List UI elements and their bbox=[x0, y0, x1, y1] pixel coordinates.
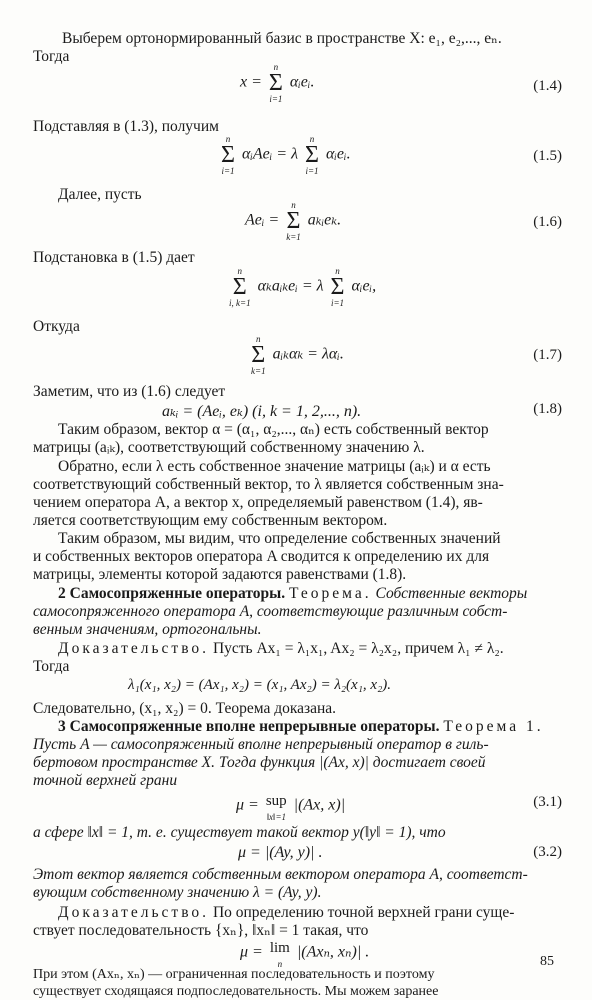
sum-symbol bbox=[286, 200, 301, 242]
theorem-text: точной верхней грани bbox=[33, 772, 178, 789]
eq-part: αᵢeᵢ, bbox=[351, 277, 377, 295]
eq-part: αᵢeᵢ. bbox=[289, 73, 315, 91]
equation-limit bbox=[240, 937, 369, 969]
eq-part: aₖᵢeₖ. bbox=[307, 211, 342, 229]
section-3-line bbox=[58, 718, 544, 736]
sigma: Σ bbox=[286, 208, 301, 234]
sum-upper: n bbox=[291, 200, 296, 210]
sum-upper: n bbox=[273, 62, 279, 72]
text-line: Подставляя в (1.3), получим bbox=[33, 118, 219, 135]
eq-part: μ = bbox=[240, 943, 263, 961]
eq-part: αₖaᵢₖeᵢ = λ bbox=[257, 277, 324, 295]
equation-number: (1.7) bbox=[533, 347, 562, 363]
sup-operator bbox=[266, 790, 287, 822]
text-line: Выберем ортонормированный базис в пространстве X: e₁, e₂,..., eₙ. bbox=[62, 30, 502, 47]
equation-1-6 bbox=[245, 200, 341, 242]
text-line: матрицы, элементы которой задаются равенствами (1.8). bbox=[33, 566, 407, 583]
text-line: Следовательно, (x₁, x₂) = 0. Теорема доказана. bbox=[33, 700, 337, 717]
eq-part: aᵢₖαₖ = λαᵢ. bbox=[272, 345, 344, 363]
proof-line bbox=[58, 904, 514, 922]
eq-part: |(Axₙ, xₙ)| . bbox=[296, 943, 370, 961]
sigma: Σ bbox=[221, 142, 235, 168]
sup-subscript: ‖x‖=1 bbox=[266, 812, 287, 822]
sum-upper: n bbox=[256, 334, 261, 344]
text-line: ляется соответствующим ему собственным вектором. bbox=[33, 512, 388, 529]
equation-number: (1.5) bbox=[533, 148, 562, 164]
equation-3-1 bbox=[236, 790, 345, 822]
equation-3-2: μ = |(Ay, y)| . bbox=[238, 844, 323, 861]
equation-number: (3.1) bbox=[533, 794, 562, 810]
eq-part: μ = bbox=[236, 796, 259, 814]
proof-text: По определению точной верхней грани суще- bbox=[212, 904, 515, 921]
theorem-text: венным значениям, ортогональны. bbox=[33, 621, 262, 638]
text-line: Таким образом, вектор α = (α₁, α₂,..., αₙ) есть собственный вектор bbox=[58, 421, 489, 438]
text-line: Далее, пусть bbox=[58, 186, 142, 203]
equation-number: (1.4) bbox=[533, 78, 562, 94]
sigma: Σ bbox=[305, 142, 319, 168]
theorem-text: самосопряженного оператора A, соответствующие различным собст- bbox=[33, 603, 508, 620]
eq-part: x = bbox=[240, 73, 262, 91]
theorem-text: Собственные векторы bbox=[375, 585, 528, 602]
equation-substitution bbox=[226, 266, 376, 308]
sum-lower: i=1 bbox=[221, 166, 235, 176]
theorem-text: бертовом пространстве X. Тогда функция |(Ax, x)| достигает своей bbox=[33, 754, 486, 771]
sum-upper: n bbox=[237, 266, 243, 276]
section-heading: 2 Самосопряженные операторы. bbox=[58, 585, 286, 602]
equation-1-7 bbox=[248, 334, 344, 376]
text-line: Таким образом, мы видим, что определение собственных значений bbox=[58, 530, 501, 547]
sum-upper: n bbox=[335, 266, 340, 276]
proof-line bbox=[58, 640, 504, 658]
sum-lower: i=1 bbox=[269, 94, 283, 104]
section-2-line bbox=[58, 585, 527, 603]
sigma: Σ bbox=[232, 274, 247, 300]
equation-number: (3.2) bbox=[533, 844, 562, 860]
sum-upper: n bbox=[309, 134, 315, 144]
theorem-text: вующим собственному значению λ = (Ay, y). bbox=[33, 884, 322, 901]
sum-lower: i=1 bbox=[305, 166, 319, 176]
text-line: Заметим, что из (1.6) следует bbox=[33, 383, 226, 400]
theorem-label: Теорема. bbox=[289, 585, 372, 602]
equation-proof: λ₁(x₁, x₂) = (Ax₁, x₂) = (x₁, Ax₂) = λ₂(x₁, x₂). bbox=[128, 677, 392, 693]
page-number: 85 bbox=[540, 954, 554, 969]
section-heading: 3 Самосопряженные вполне непрерывные операторы. bbox=[58, 718, 440, 735]
sigma: Σ bbox=[251, 342, 266, 368]
sum-symbol bbox=[221, 134, 235, 176]
equation-number: (1.6) bbox=[533, 214, 562, 230]
proof-label: Доказательство. bbox=[58, 640, 210, 657]
text-line: Обратно, если λ есть собственное значение матрицы (aᵢₖ) и α есть bbox=[58, 458, 491, 475]
sum-symbol bbox=[305, 134, 319, 176]
sum-lower: i=1 bbox=[330, 298, 345, 308]
equation-number: (1.8) bbox=[533, 401, 562, 417]
eq-part: αᵢeᵢ. bbox=[326, 145, 351, 163]
sum-lower: i, k=1 bbox=[229, 298, 251, 308]
text-line: соответствующий собственный вектор, то λ является собственным зна- bbox=[33, 476, 504, 493]
equation-1-5 bbox=[218, 134, 351, 176]
eq-part: Aeᵢ = bbox=[245, 211, 280, 229]
theorem-text: Пусть A — самосопряженный вполне непрерывный оператор в гиль- bbox=[33, 736, 489, 753]
proof-label: Доказательство. bbox=[58, 904, 210, 921]
sup-label: sup bbox=[265, 793, 287, 809]
proof-text: Пусть Ax₁ = λ₁x₁, Ax₂ = λ₂x₂, причем λ₁ ≠ λ₂. bbox=[212, 640, 504, 657]
sigma: Σ bbox=[330, 274, 345, 300]
eq-part: αᵢAeᵢ = λ bbox=[241, 145, 299, 163]
text-line: При этом (Axₙ, xₙ) — ограниченная последовательность и поэтому bbox=[33, 967, 435, 982]
text-line: Подстановка в (1.5) дает bbox=[33, 249, 195, 266]
theorem-text: Этот вектор является собственным вектором оператора A, соответст- bbox=[33, 866, 528, 883]
text-line: ствует последовательность {xₙ}, ‖xₙ‖ = 1 такая, что bbox=[33, 922, 369, 939]
text-line: матрицы (aᵢₖ), соответствующий собственному значению λ. bbox=[33, 439, 425, 456]
sum-lower: k=1 bbox=[286, 232, 301, 242]
lim-operator bbox=[270, 937, 290, 969]
equation-1-8: aₖᵢ = (Aeᵢ, eₖ) (i, k = 1, 2,..., n). bbox=[162, 403, 362, 420]
lim-label: lim bbox=[269, 940, 290, 956]
sum-lower: k=1 bbox=[251, 366, 266, 376]
sum-symbol bbox=[251, 334, 266, 376]
sum-symbol bbox=[269, 62, 283, 104]
sum-symbol bbox=[229, 266, 251, 308]
sum-symbol bbox=[331, 266, 345, 308]
text-line: Тогда bbox=[33, 48, 70, 65]
text-line: Тогда bbox=[33, 658, 70, 675]
text-line: существует сходящаяся подпоследовательность. Мы можем заранее bbox=[33, 984, 439, 999]
eq-part: |(Ax, x)| bbox=[293, 796, 346, 814]
text-line: Откуда bbox=[33, 318, 80, 335]
theorem-text: а сфере ‖x‖ = 1, т. е. существует такой вектор y(‖y‖ = 1), что bbox=[33, 824, 446, 841]
sum-upper: n bbox=[225, 134, 231, 144]
sigma: Σ bbox=[268, 70, 283, 96]
theorem-label: Теорема 1. bbox=[443, 718, 544, 735]
lim-subscript: n bbox=[277, 959, 283, 969]
equation-1-4 bbox=[240, 62, 314, 104]
text-line: и собственных векторов оператора A сводится к определению их для bbox=[33, 548, 490, 565]
text-line: чением оператора A, а вектор x, определяемый равенством (1.4), яв- bbox=[33, 494, 483, 511]
